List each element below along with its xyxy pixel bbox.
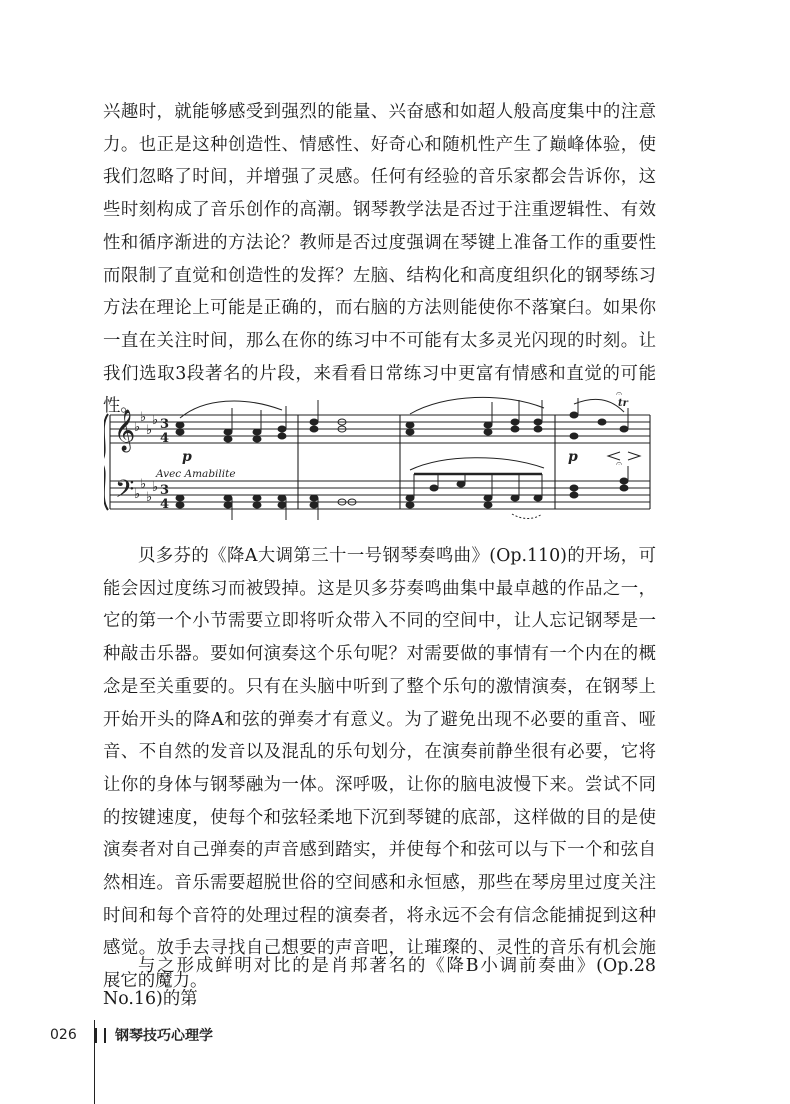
page-number: 026	[50, 1027, 77, 1043]
paragraph-3: 与之形成鲜明对比的是肖邦著名的《降B小调前奏曲》(Op.28 No.16)的第	[103, 956, 656, 1009]
treble-notes	[176, 412, 628, 442]
footer-divider	[95, 1028, 97, 1043]
paragraph-1: 兴趣时，就能够感受到强烈的能量、兴奋感和如超人般高度集中的注意力。也正是这种创造性、情感性、好奇心和随机性产生了巅峰体验，使我们忽略了时间，并增强了灵感。任何有经验的音乐家都会告诉你，这些时刻构成了音乐创作的高潮。钢琴教学法是否过于注重逻辑性、有效性和循序渐进的方法论？教师是否过度强调在琴键上准备工作的重要性而限制了直觉和创造性的发挥？左脑、结构化和高度组织化的钢琴练习方法在理论上可能是正确的，而右脑的方法则能使你不落窠臼。如果你一直在关注时间，那么在你的练习中不可能有太多灵光闪现的时刻。让我们选取3段著名的片段，来看看日常练习中更富有情感和直觉的可能性。	[103, 102, 656, 417]
svg-text:♭: ♭	[134, 487, 141, 502]
treble-slur-2	[410, 397, 544, 414]
svg-text:3: 3	[160, 483, 170, 498]
treble-clef: 𝄞	[114, 410, 136, 451]
page-footer	[50, 1024, 213, 1046]
music-score	[104, 388, 656, 520]
svg-text:♭: ♭	[134, 420, 141, 435]
svg-text:♭: ♭	[146, 423, 153, 438]
key-signature-flats	[134, 410, 158, 505]
bass-fermata-mark: 𝄐	[616, 457, 623, 470]
bass-notes	[176, 478, 628, 508]
expression-text: Avec Amabilite	[156, 468, 236, 480]
trill-mark: tr	[618, 398, 628, 409]
treble-slur-3	[574, 399, 624, 412]
book-title: 钢琴技巧心理学	[115, 1028, 213, 1044]
fermata-mark: 𝄐	[616, 388, 623, 400]
svg-text:4: 4	[160, 497, 170, 512]
dynamic-piano-1: p	[182, 449, 192, 465]
svg-text:♭: ♭	[140, 410, 147, 425]
grand-staff-brace	[104, 414, 108, 510]
bass-clef: 𝄢	[115, 475, 135, 510]
paragraph-2: 贝多芬的《降A大调第三十一号钢琴奏鸣曲》(Op.110)的开场，可能会因过度练习而被毁掉。这是贝多芬奏鸣曲集中最卓越的作品之一，它的第一个小节需要立即将听众带入不同的空间中，让人忘记钢琴是一种敲击乐器。要如何演奏这个乐句呢？对需要做的事情有一个内在的概念是至关重要的。只有在头脑中听到了整个乐句的激情演奏，在钢琴上开始开头的降A和弦的弹奏才有意义。为了避免出现不必要的重音、哑音、不自然的发音以及混乱的乐句划分，在演奏前静坐很有必要，它将让你的身体与钢琴融为一体。深呼吸，让你的脑电波慢下来。尝试不同的按键速度，使每个和弦轻柔地下沉到琴键的底部，这样做的目的是使演奏者对自己弹奏的声音感到踏实，并使每个和弦可以与下一个和弦自然相连。音乐需要超脱世俗的空间感和永恒感，那些在琴房里过度关注时间和每个音符的处理过程的演奏者，将永远不会有信念能捕捉到这种感觉。放手去寻找自己想要的声音吧，让璀璨的、灵性的音乐有机会施展它的魔力。	[103, 546, 656, 992]
time-signature	[160, 417, 169, 512]
svg-text:♭: ♭	[152, 413, 159, 428]
svg-text:4: 4	[160, 431, 170, 446]
hairpin-marks	[608, 452, 640, 460]
svg-text:♭: ♭	[140, 477, 147, 492]
footer-divider-2	[104, 1028, 106, 1043]
dynamic-piano-2: p	[568, 449, 578, 465]
svg-text:3: 3	[160, 417, 170, 432]
svg-text:♭: ♭	[152, 480, 159, 495]
bass-tie	[512, 514, 542, 519]
bass-slur	[410, 458, 544, 470]
svg-text:♭: ♭	[146, 490, 153, 505]
